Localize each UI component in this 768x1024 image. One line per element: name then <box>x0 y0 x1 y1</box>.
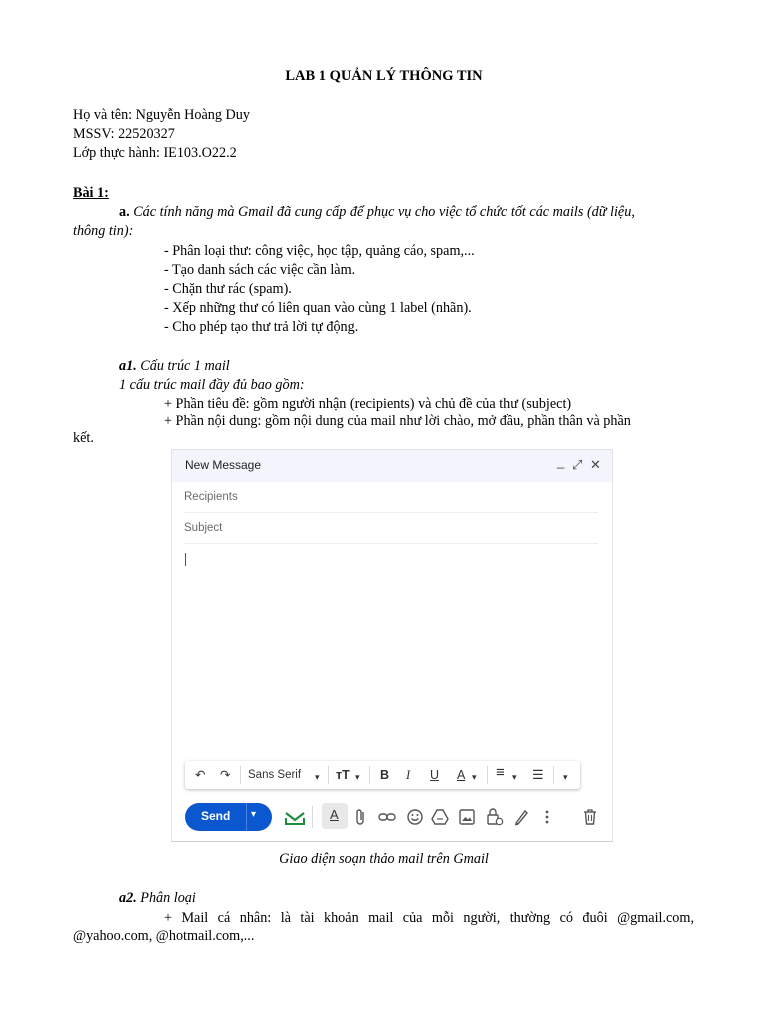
size-dropdown-icon[interactable]: ▾ <box>355 772 360 782</box>
undo-icon[interactable]: ↶ <box>195 768 206 782</box>
compose-title: New Message <box>185 458 262 472</box>
document-title: LAB 1 QUẢN LÝ THÔNG TIN <box>285 68 483 84</box>
mail-merge-icon[interactable] <box>284 808 306 826</box>
align-icon[interactable]: ≡ <box>496 764 505 781</box>
compose-header <box>172 450 612 482</box>
class-code: Lớp thực hành: IE103.O22.2 <box>73 145 237 161</box>
subsection-a1 <box>119 357 230 376</box>
body-cursor[interactable] <box>185 553 186 566</box>
a2-point-continuation: @yahoo.com, @hotmail.com,... <box>73 928 255 944</box>
item-a-label: a. <box>119 204 130 220</box>
font-dropdown-icon[interactable]: ▾ <box>315 772 320 782</box>
figure-caption: Giao diện soạn thảo mail trên Gmail <box>279 851 489 867</box>
attach-icon[interactable] <box>354 808 368 826</box>
font-select[interactable]: Sans Serif <box>248 769 302 781</box>
toolbar-divider <box>312 806 313 828</box>
redo-icon[interactable]: ↷ <box>220 768 231 782</box>
italic-icon[interactable]: I <box>406 768 411 782</box>
formatting-icon[interactable] <box>322 803 348 829</box>
photo-icon[interactable] <box>459 809 475 825</box>
a2-point: + Mail cá nhân: là tài khoản mail của mỗi người, thường có đuôi @gmail.com, <box>164 910 694 926</box>
trash-icon[interactable] <box>583 808 597 826</box>
lock-icon[interactable] <box>486 807 504 826</box>
feature-item: - Phân loại thư: công việc, học tập, quảng cáo, spam,... <box>164 243 475 259</box>
text-color-icon[interactable]: A <box>457 768 466 782</box>
item-a-line-2: thông tin): <box>73 223 134 239</box>
link-icon[interactable] <box>378 810 396 824</box>
a1-label: a1. <box>119 358 137 374</box>
a1-point: + Phần nội dung: gồm nội dung của mail như lời chào, mở đầu, phần thân và phần <box>164 413 631 429</box>
list-icon[interactable]: ☰ <box>532 767 544 782</box>
section-heading: Bài 1: <box>73 185 109 201</box>
send-label: Send <box>201 809 231 823</box>
recipients-field[interactable]: Recipients <box>184 482 598 513</box>
toolbar-divider <box>487 766 488 784</box>
item-a-line-1 <box>119 203 694 222</box>
toolbar-divider <box>553 766 554 784</box>
feature-item: - Cho phép tạo thư trả lời tự động. <box>164 319 359 335</box>
a2-title: Phân loại <box>140 890 196 906</box>
emoji-icon[interactable] <box>406 808 424 826</box>
toolbar-divider <box>328 766 329 784</box>
color-dropdown-icon[interactable]: ▾ <box>472 772 477 782</box>
formatting-toolbar <box>185 761 580 789</box>
subject-field[interactable]: Subject <box>184 513 598 544</box>
expand-icon[interactable]: ⤢ <box>572 457 583 472</box>
close-icon[interactable]: ✕ <box>590 457 601 472</box>
minimize-icon[interactable]: _ <box>557 454 565 469</box>
signature-icon[interactable] <box>513 808 529 826</box>
bold-icon[interactable]: B <box>380 768 390 782</box>
a1-point: + Phần tiêu đề: gồm người nhận (recipients) và chủ đề của thư (subject) <box>164 396 572 412</box>
align-dropdown-icon[interactable]: ▾ <box>512 772 517 782</box>
toolbar-divider <box>369 766 370 784</box>
send-options-icon[interactable]: ▾ <box>251 809 257 820</box>
a1-intro: 1 cấu trúc mail đầy đủ bao gồm: <box>119 377 305 393</box>
feature-item: - Xếp những thư có liên quan vào cùng 1 label (nhãn). <box>164 300 472 316</box>
feature-item: - Tạo danh sách các việc cần làm. <box>164 262 356 278</box>
feature-item: - Chặn thư rác (spam). <box>164 281 292 297</box>
toolbar-divider <box>240 766 241 784</box>
a1-title: Cấu trúc 1 mail <box>140 358 230 374</box>
send-divider <box>246 803 247 831</box>
formatting-glyph: A <box>330 807 339 822</box>
gmail-compose-window <box>171 449 613 842</box>
a1-point-continuation: kết. <box>73 430 94 446</box>
subsection-a2 <box>119 889 196 908</box>
text-size-icon[interactable]: тT <box>336 768 350 782</box>
underline-icon[interactable]: U <box>430 768 440 782</box>
student-name: Họ và tên: Nguyễn Hoàng Duy <box>73 107 250 123</box>
send-button[interactable] <box>185 803 272 831</box>
more-formatting-icon[interactable]: ▾ <box>563 772 568 782</box>
student-id: MSSV: 22520327 <box>73 126 175 142</box>
a2-label: a2. <box>119 890 137 906</box>
item-a-text: Các tính năng mà Gmail đã cung cấp để phục vụ cho việc tổ chức tốt các mails (dữ liệu, <box>133 204 635 220</box>
more-options-icon[interactable] <box>544 809 550 825</box>
drive-icon[interactable] <box>431 808 449 826</box>
